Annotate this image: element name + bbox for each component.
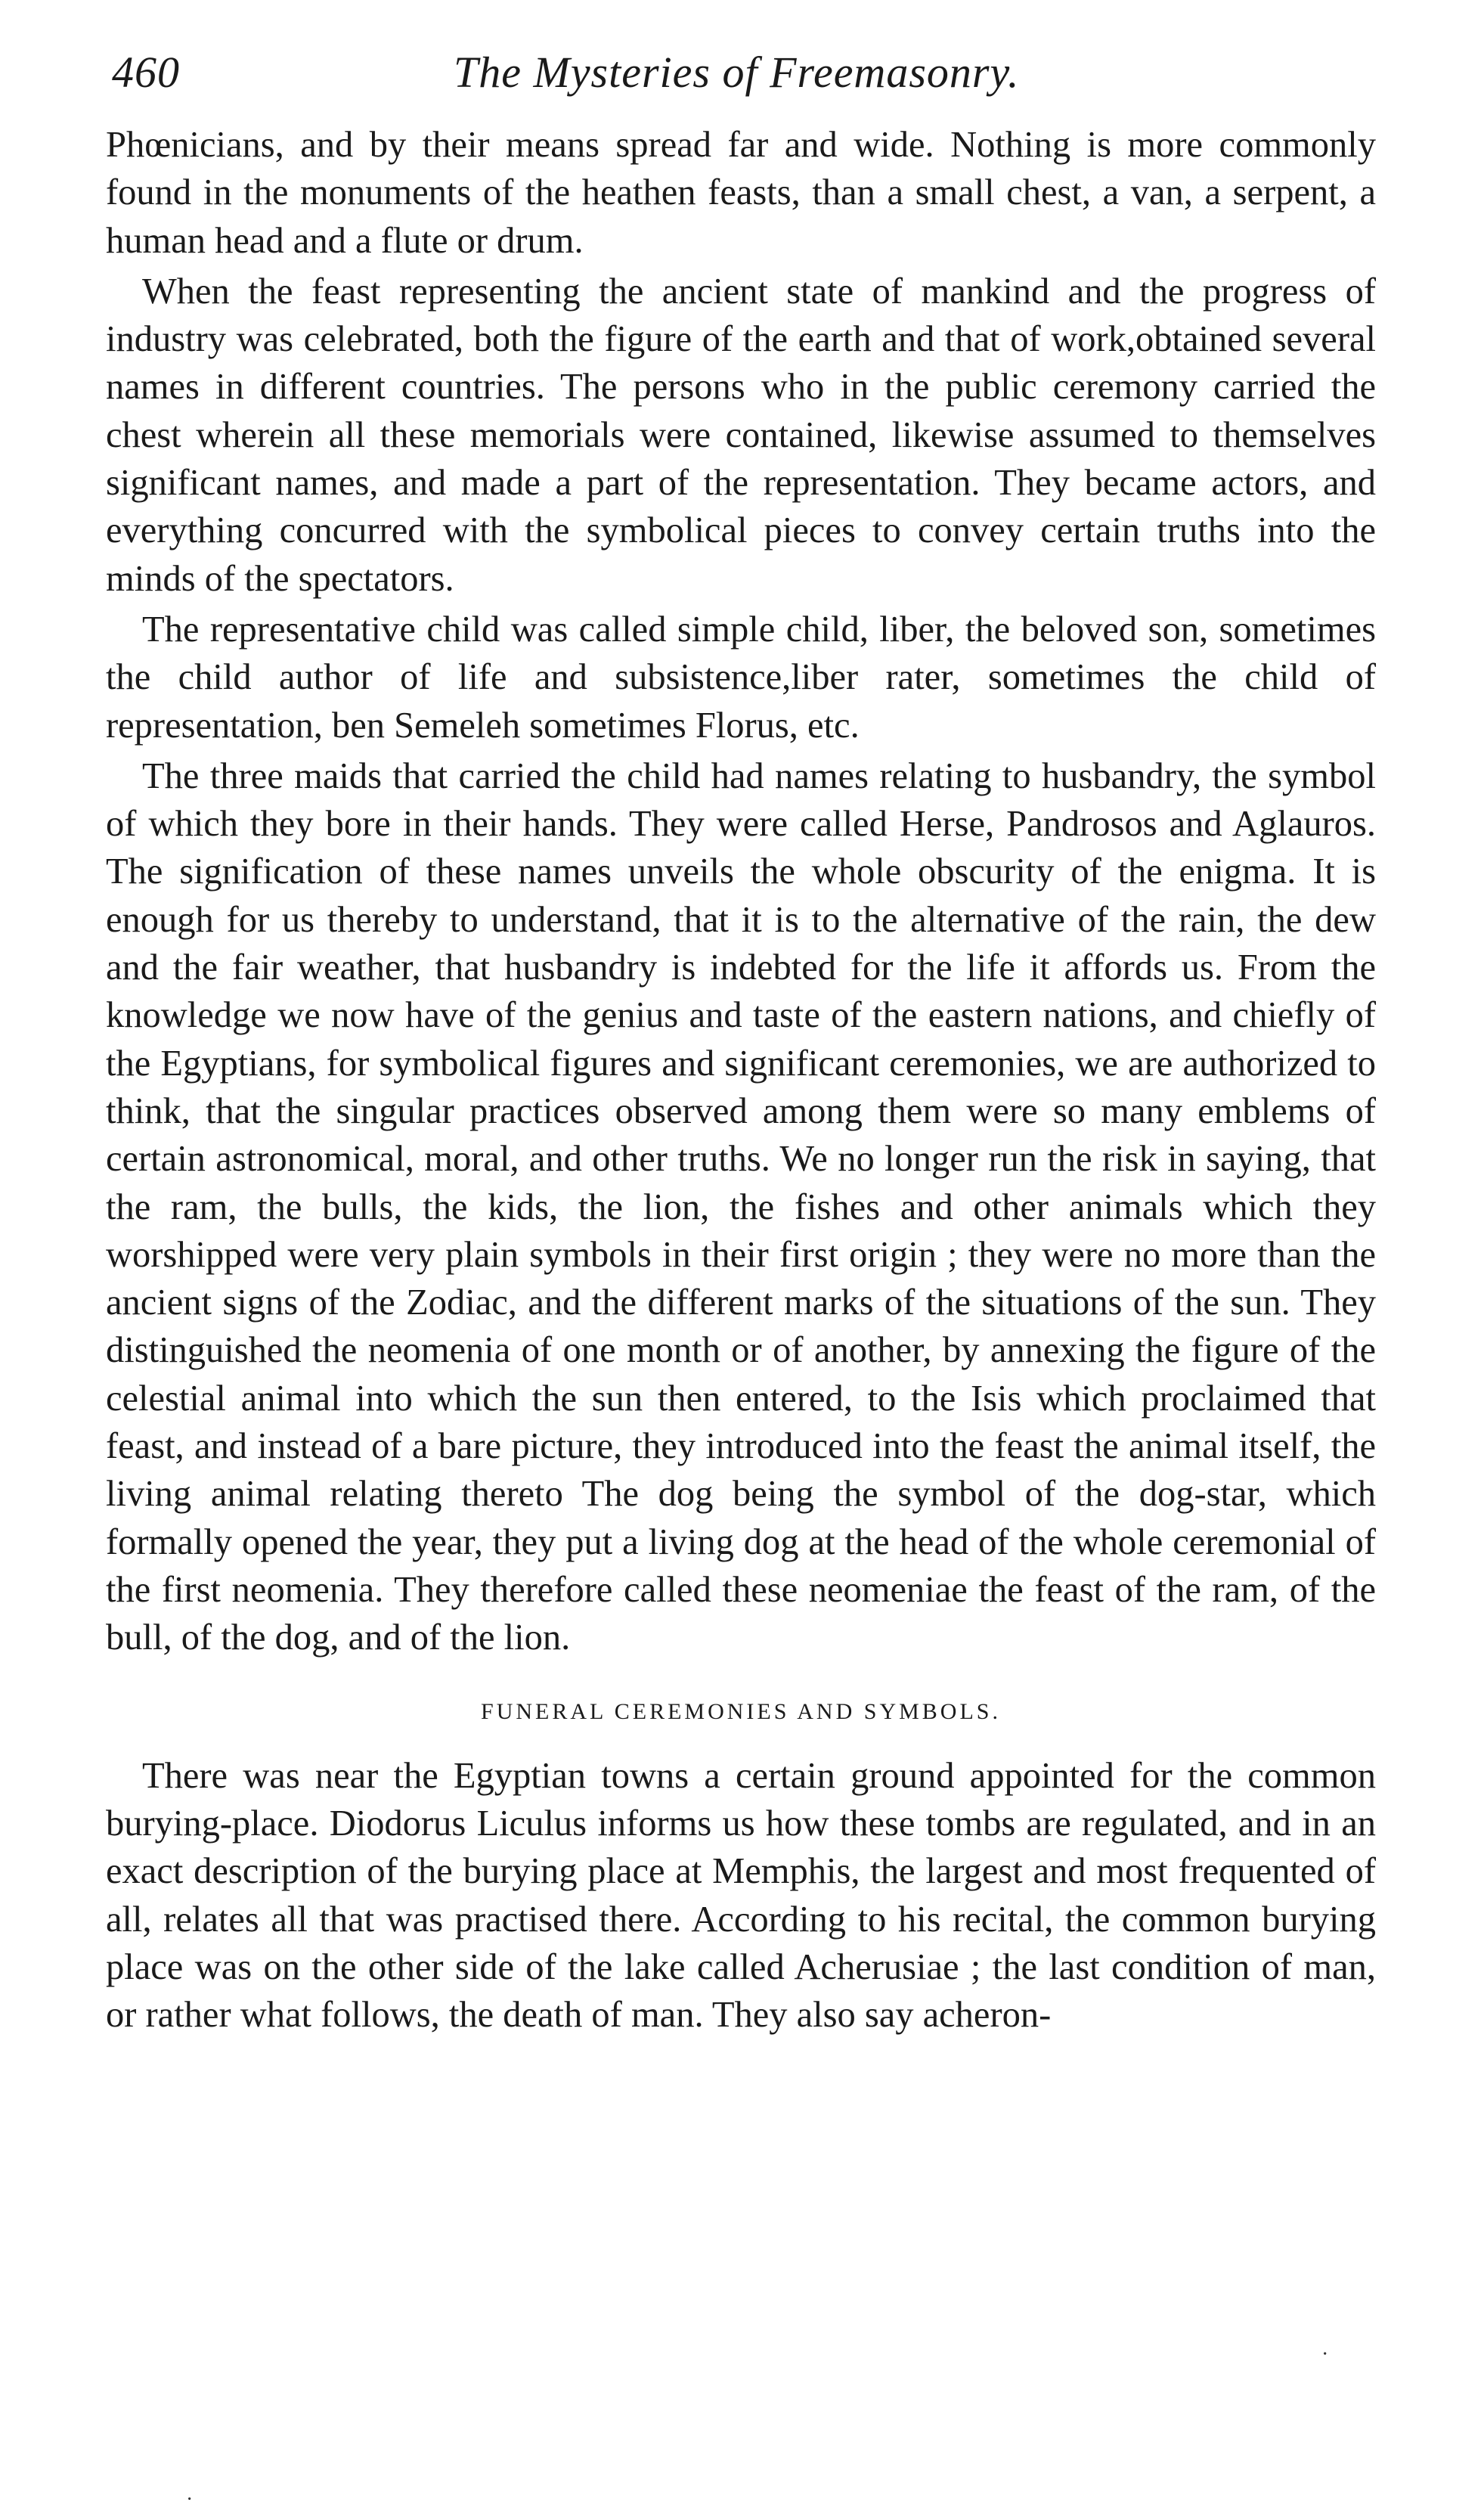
page-number: 460 (112, 48, 180, 97)
running-head: The Mysteries of Freemasonry. (454, 48, 1020, 97)
paragraph-child: The representative child was called simple child, liber, the beloved son, sometimes the child author of life and subsistence,liber rater, sometimes the child of representation, ben Semeleh sometimes Florus, etc. (106, 609, 1376, 746)
page-header (106, 30, 1376, 121)
print-speck: · (1321, 2343, 1329, 2366)
print-speck: · (186, 2488, 194, 2511)
body-text (106, 121, 1376, 2039)
book-page (106, 30, 1376, 2039)
paragraph-phoenicians: Phœnicians, and by their means spread far and wide. Nothing is more commonly found in the monuments of the heathen feasts, than a small chest, a van, a serpent, a human head and a flute or drum. (106, 125, 1376, 261)
paragraph-feast: When the feast representing the ancient state of mankind and the progress of industry was celebrated, both the figure of the earth and that of work,obtained several names in different countries. The persons who in the public ceremony carried the chest wherein all these memorials were contained, likewise assumed to themselves significant names, and made a part of the representation. They became actors, and everything concurred with the symbolical pieces to convey certain truths into the minds of the spectators. (106, 271, 1376, 599)
paragraph-maids: The three maids that carried the child had names relating to husbandry, the symbol of which they bore in their hands. They were called Herse, Pandrosos and Aglauros. The signification of these names unveils the whole obscurity of the enigma. It is enough for us thereby to understand, that it is to the alternative of the rain, the dew and the fair weather, that husbandry is indebted for the life it affords us. From the knowledge we now have of the genius and taste of the eastern nations, and chiefly of the Egyptians, for symbolical figures and significant ceremonies, we are authorized to think, that the singular practices observed among them were so many emblems of certain astronomical, moral, and other truths. We no longer run the risk in saying, that the ram, the bulls, the kids, the lion, the fishes and other animals which they worshipped were very plain symbols in their first origin ; they were no more than the ancient signs of the Zodiac, and the different marks of the situations of the sun. They distinguished the neomenia of one month or of another, by annexing the figure of the celestial animal into which the sun then entered, to the Isis which proclaimed that feast, and instead of a bare picture, they introduced into the feast the animal itself, the living animal relating thereto The dog being the symbol of the dog-star, which formally opened the year, they put a living dog at the head of the whole ceremonial of the first neomenia. They therefore called these neomeniae the feast of the ram, of the bull, of the dog, and of the lion. (106, 755, 1376, 1658)
paragraph-burying-place: There was near the Egyptian towns a certain ground appointed for the common burying-place. Diodorus Liculus informs us how these tombs are regulated, and in an exact description of the burying place at Memphis, the largest and most frequented of all, relates all that was practised there. According to his recital, the common burying place was on the other side of the lake called Acherusiae ; the last condition of man, or rather what follows, the death of man. They also say acheron- (106, 1755, 1376, 2036)
section-heading: FUNERAL CEREMONIES AND SYMBOLS. (481, 1698, 1001, 1724)
